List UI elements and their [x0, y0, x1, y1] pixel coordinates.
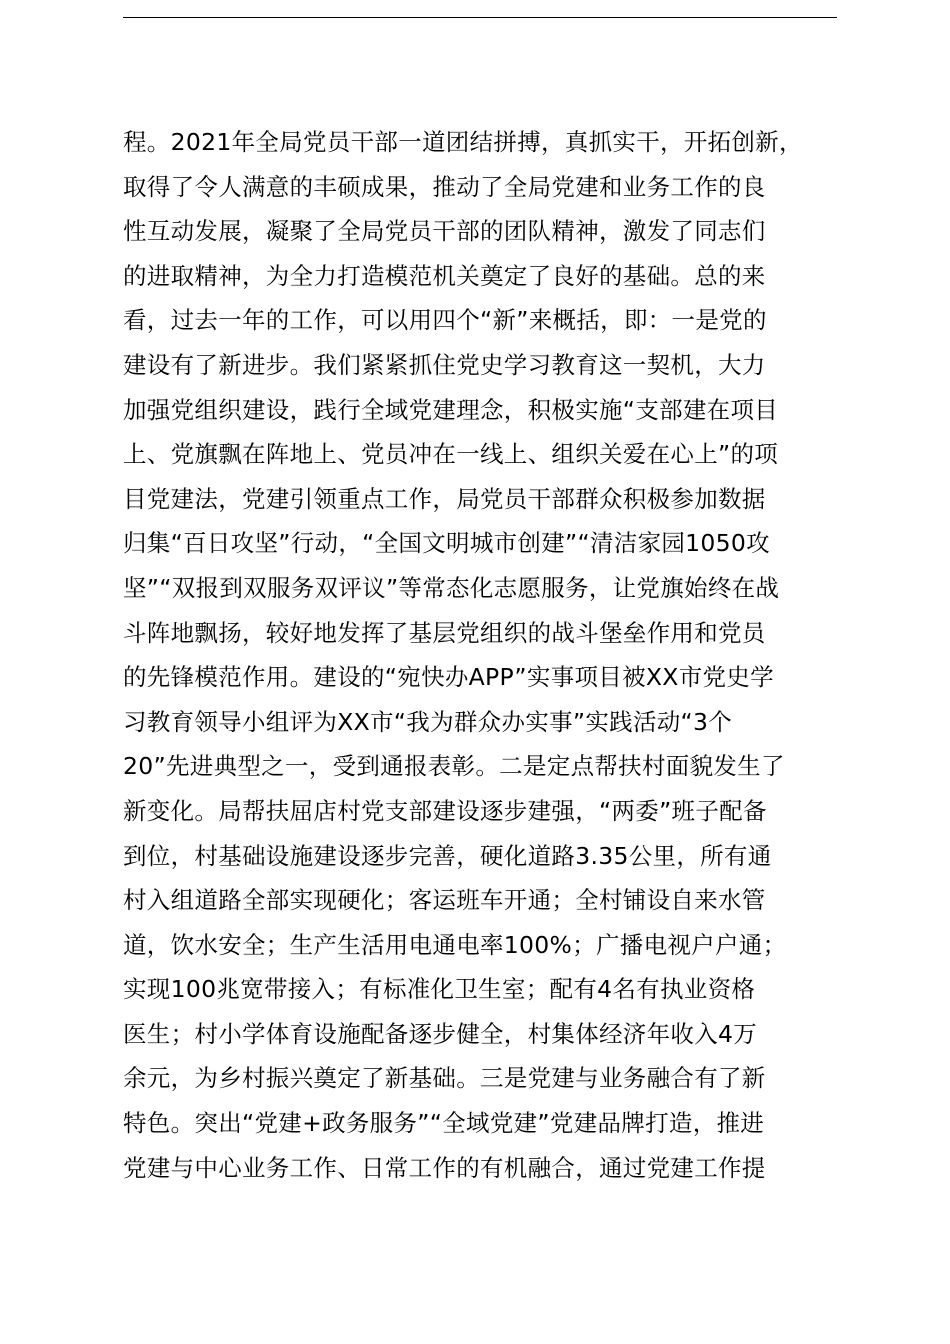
text-line: 取得了令人满意的丰硕成果，推动了全局党建和业务工作的良 [123, 172, 766, 201]
text-line: 的先锋模范作用。建设的“宛快办APP”实事项目被XX市党史学 [123, 663, 774, 692]
text-line: 加强党组织建设，践行全域党建理念，积极实施“支部建在项目 [123, 395, 779, 424]
text-line: 医生；村小学体育设施配备逐步健全，村集体经济年收入4万 [123, 1019, 758, 1048]
text-line: 坚”“双报到双服务双评议”等常态化志愿服务，让党旗始终在战 [123, 573, 780, 602]
text-line: 党建与中心业务工作、日常工作的有机融合，通过党建工作提 [123, 1153, 766, 1182]
text-line: 村入组道路全部实现硬化；客运班车开通；全村铺设自来水管 [123, 886, 766, 915]
text-line: 建设有了新进步。我们紧紧抓住党史学习教育这一契机，大力 [123, 350, 766, 379]
text-line: 特色。突出“党建+政务服务”“全域党建”党建品牌打造，推进 [123, 1109, 765, 1138]
text-line: 实现100兆宽带接入；有标准化卫生室；配有4名有执业资格 [123, 975, 756, 1004]
text-line: 新变化。局帮扶屈店村党支部建设逐步建强，“两委”班子配备 [123, 796, 767, 825]
text-line: 上、党旗飘在阵地上、党员冲在一线上、组织关爱在心上”的项 [123, 440, 779, 469]
header-rule [123, 17, 837, 18]
text-line: 归集“百日攻坚”行动，“全国文明城市创建”“清洁家园1050攻 [123, 529, 770, 558]
text-line: 目党建法，党建引领重点工作，局党员干部群众积极参加数据 [123, 484, 766, 513]
text-line: 到位，村基础设施建设逐步完善，硬化道路3.35公里，所有通 [123, 841, 772, 870]
text-line: 斗阵地飘扬，较好地发挥了基层党组织的战斗堡垒作用和党员 [123, 618, 766, 647]
document-body [123, 120, 863, 1190]
text-line: 道，饮水安全；生产生活用电通电率100%；广播电视户户通； [123, 930, 787, 959]
text-line: 20”先进典型之一，受到通报表彰。二是定点帮扶村面貌发生了 [123, 752, 785, 781]
text-line: 习教育领导小组评为XX市“我为群众办实事”实践活动“3个 [123, 707, 733, 736]
text-line: 的进取精神，为全力打造模范机关奠定了良好的基础。总的来 [123, 261, 766, 290]
text-line: 余元，为乡村振兴奠定了新基础。三是党建与业务融合有了新 [123, 1064, 766, 1093]
text-line: 性互动发展，凝聚了全局党员干部的团队精神，激发了同志们 [123, 217, 766, 246]
text-line: 程。2021年全局党员干部一道团结拼搏，真抓实干，开拓创新， [123, 128, 803, 156]
text-line: 看，过去一年的工作，可以用四个“新”来概括，即：一是党的 [123, 306, 767, 335]
